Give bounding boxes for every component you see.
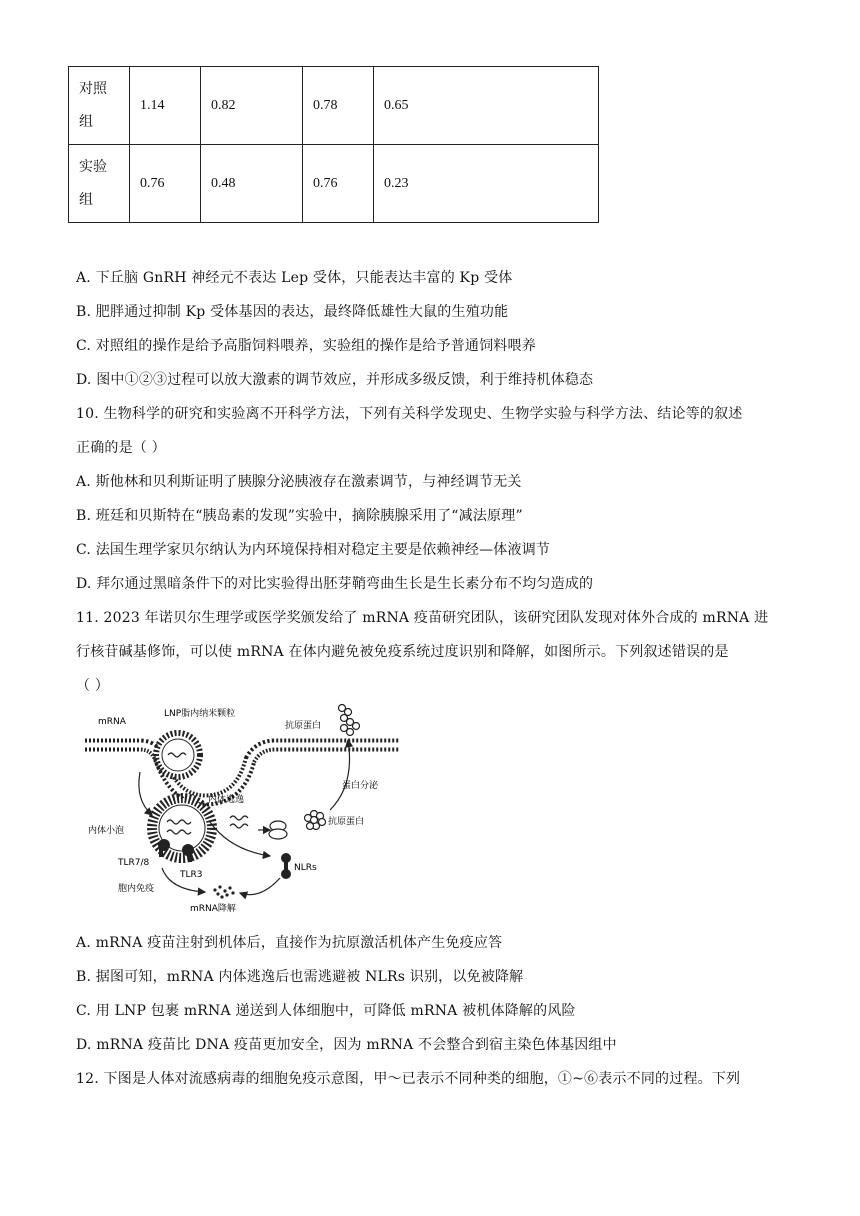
table-cell: 0.78 <box>303 67 374 145</box>
q11-option-c: C. 用 LNP 包裹 mRNA 递送到人体细胞中，可降低 mRNA 被机体降解的风险 <box>76 1003 576 1019</box>
table-cell: 0.48 <box>201 145 303 223</box>
row-label: 实验 组 <box>69 145 130 223</box>
q9-option-d: D. 图中①②③过程可以放大激素的调节效应，并形成多级反馈，利于维持机体稳态 <box>76 372 594 388</box>
table-cell: 0.65 <box>374 67 599 145</box>
data-table <box>68 66 599 223</box>
q11-option-a: A. mRNA 疫苗注射到机体后，直接作为抗原激活机体产生免疫应答 <box>76 935 503 951</box>
nlrs-receptor <box>281 853 291 879</box>
table-cell: 0.76 <box>130 145 201 223</box>
table-cell: 0.76 <box>303 145 374 223</box>
label-antigen-mid: 抗原蛋白 <box>328 817 365 827</box>
ribosome <box>269 821 287 839</box>
row-label: 对照 组 <box>69 67 130 145</box>
degraded-mrna <box>213 885 234 898</box>
table-row <box>69 145 599 223</box>
q12-stem: 12. 下图是人体对流感病毒的细胞免疫示意图，甲～已表示不同种类的细胞，①~⑥表示不同的过程。下列 <box>76 1071 741 1087</box>
q10-stem: 10. 生物科学的研究和实验离不开科学方法，下列有关科学发现史、生物学实验与科学方法、结论等的叙述 <box>76 406 743 422</box>
label-mrna: mRNA <box>98 717 126 727</box>
label-mrna-degradation: mRNA降解 <box>190 904 236 914</box>
q11-stem: 11. 2023 年诺贝尔生理学或医学奖颁发给了 mRNA 疫苗研究团队，该研究团队发现对体外合成的 mRNA 进 <box>76 610 769 626</box>
table-cell: 0.23 <box>374 145 599 223</box>
q11-option-b: B. 据图可知，mRNA 内体逃逸后也需逃避被 NLRs 识别，以免被降解 <box>76 969 524 985</box>
label-protein-secretion: 蛋白分泌 <box>342 781 379 791</box>
q10-option-a: A. 斯他林和贝利斯证明了胰腺分泌胰液存在激素调节，与神经调节无关 <box>76 474 522 490</box>
label-endosome-escape: 内体逃逸 <box>208 795 245 805</box>
antigen-protein-top <box>339 705 360 736</box>
q10-option-c: C. 法国生理学家贝尔纳认为内环境保持相对稳定主要是依赖神经—体液调节 <box>76 542 551 558</box>
antigen-protein-mid <box>305 811 326 830</box>
label-nlrs: NLRs <box>294 863 317 873</box>
label-endosome-vesicle: 内体小泡 <box>88 826 125 836</box>
q11-option-d: D. mRNA 疫苗比 DNA 疫苗更加安全，因为 mRNA 不会整合到宿主染色体基因组中 <box>76 1037 617 1053</box>
label-intracellular-immunity: 胞内免疫 <box>118 884 155 894</box>
endosome <box>152 798 212 862</box>
table-row <box>69 67 599 145</box>
table-cell: 1.14 <box>130 67 201 145</box>
q9-option-c: C. 对照组的操作是给予高脂饲料喂养，实验组的操作是给予普通饲料喂养 <box>76 338 536 354</box>
label-tlr78: TLR7/8 <box>118 858 150 868</box>
label-lnp: LNP脂内纳米颗粒 <box>164 709 236 719</box>
label-tlr3: TLR3 <box>180 870 203 880</box>
q11-stem-cont2: （ ） <box>76 678 110 694</box>
mrna-vaccine-figure <box>80 700 410 920</box>
q10-option-b: B. 班廷和贝斯特在“胰岛素的发现”实验中，摘除胰腺采用了“减法原理” <box>76 508 523 524</box>
table-cell: 0.82 <box>201 67 303 145</box>
label-antigen-top: 抗原蛋白 <box>285 721 322 731</box>
q9-option-b: B. 肥胖通过抑制 Kp 受体基因的表达，最终降低雄性大鼠的生殖功能 <box>76 304 509 320</box>
q10-option-d: D. 拜尔通过黑暗条件下的对比实验得出胚芽鞘弯曲生长是生长素分布不均匀造成的 <box>76 576 594 592</box>
q9-option-a: A. 下丘脑 GnRH 神经元不表达 Lep 受体，只能表达丰富的 Kp 受体 <box>76 270 513 286</box>
lnp-particle <box>156 733 200 777</box>
cell-membrane <box>85 745 400 800</box>
q11-stem-cont: 行核苷碱基修饰，可以使 mRNA 在体内避免被免疫系统过度识别和降解，如图所示。下列叙述错误的是 <box>76 644 729 660</box>
q10-stem-cont: 正确的是（ ） <box>76 440 166 456</box>
